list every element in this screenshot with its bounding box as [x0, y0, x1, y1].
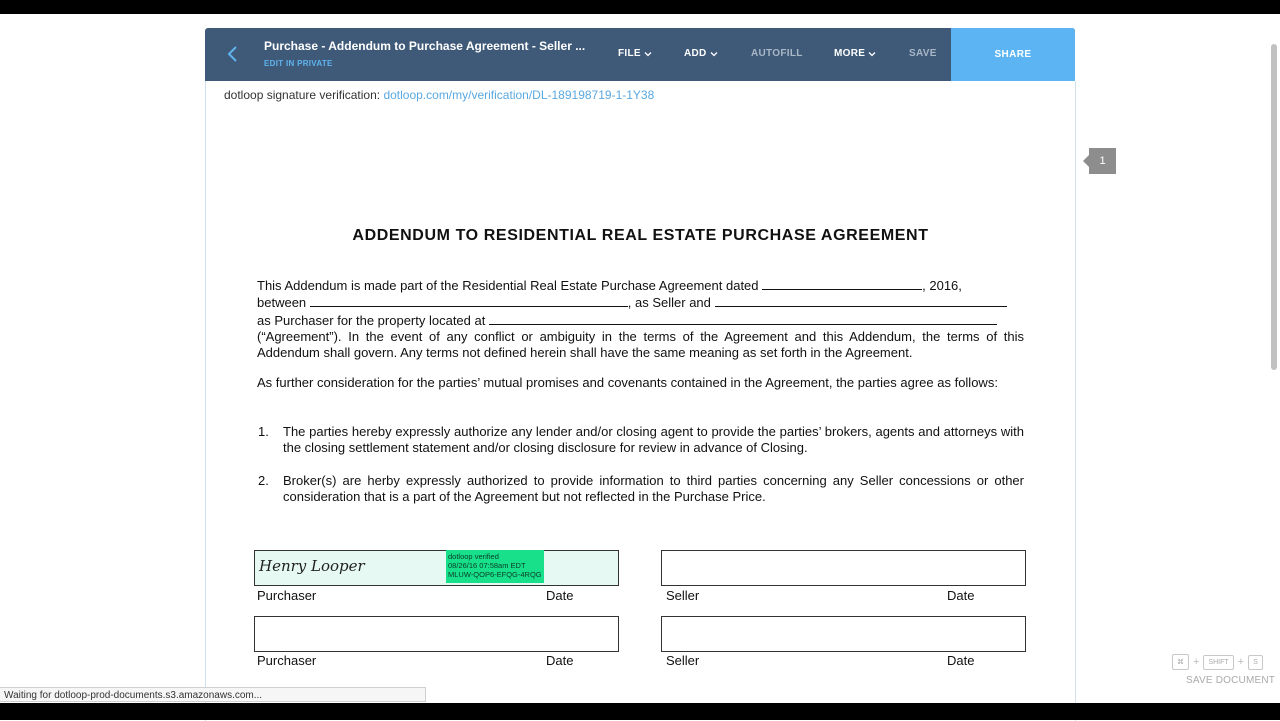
document-title: Purchase - Addendum to Purchase Agreement - Seller ...: [264, 39, 586, 53]
chevron-down-icon: [644, 50, 652, 58]
signature-verification: [224, 88, 654, 102]
list-item-text: The parties hereby expressly authorize any lender and/or closing agent to provide the parties’ brokers, agents and attorneys with the closing settlement statement and/or closing disclosure for review in advance of Closing.: [283, 424, 1024, 456]
purchaser-blank-field[interactable]: [715, 294, 1007, 307]
page-number-marker[interactable]: 1: [1089, 148, 1116, 174]
scrollbar-thumb[interactable]: [1271, 44, 1277, 370]
date-label: Date: [546, 588, 574, 603]
file-menu-label: FILE: [618, 48, 641, 59]
add-menu-label: ADD: [684, 48, 707, 59]
purchaser-signature-field[interactable]: [254, 550, 619, 586]
document-heading: ADDENDUM TO RESIDENTIAL REAL ESTATE PURCHASE AGREEMENT: [352, 227, 929, 244]
seller-blank-field[interactable]: [310, 294, 628, 307]
window-top-bar: [0, 0, 1280, 14]
list-item-number: 2.: [258, 473, 269, 488]
dotloop-verified-stamp: [446, 550, 544, 583]
addendum-paragraph-1: [257, 277, 1024, 361]
list-item: [258, 473, 1024, 506]
stamp-line-1: dotloop verified: [448, 552, 499, 561]
command-key-icon: ⌘: [1172, 654, 1189, 670]
seller-label: Seller: [666, 588, 700, 603]
date-label: Date: [546, 653, 574, 668]
p1-text-f: (“Agreement”). In the event of any conflict or ambiguity in the terms of the Agreement and this Addendum, the terms of this Addendum shall govern. Any terms not defined herein shall have the same meaning as set forth in the Agreement.: [257, 328, 1024, 361]
document-page: [205, 81, 1076, 721]
stamp-line-2: 08/26/16 07:58am EDT: [448, 561, 526, 570]
share-button[interactable]: SHARE: [951, 28, 1075, 81]
date-blank-field[interactable]: [762, 277, 922, 290]
save-button[interactable]: SAVE: [909, 48, 937, 59]
addendum-paragraph-2: As further consideration for the parties’ mutual promises and covenants contained in the Agreement, the parties agree as follows:: [257, 375, 998, 390]
verification-link[interactable]: dotloop.com/my/verification/DL-189198719-1-1Y38: [383, 88, 655, 102]
property-blank-field[interactable]: [489, 312, 997, 325]
p1-text-b: , 2016,: [922, 278, 962, 293]
date-label: Date: [947, 653, 975, 668]
verification-prefix: dotloop signature verification:: [224, 88, 381, 102]
autofill-button[interactable]: AUTOFILL: [751, 48, 803, 59]
save-shortcut-label: SAVE DOCUMENT: [1186, 675, 1276, 686]
more-menu-button[interactable]: [834, 48, 876, 59]
plus-icon: +: [1237, 656, 1245, 668]
document-toolbar: [205, 28, 1075, 81]
list-item-text: Broker(s) are herby expressly authorized to provide information to third parties concerning any Seller concessions or other consideration that is a part of the Agreement but not reflected in the Purchase Price.: [283, 473, 1024, 505]
chevron-down-icon: [868, 50, 876, 58]
seller-label: Seller: [666, 653, 700, 668]
browser-status-bar: Waiting for dotloop-prod-documents.s3.amazonaws.com...: [0, 687, 426, 702]
chevron-down-icon: [710, 50, 718, 58]
more-menu-label: MORE: [834, 48, 866, 59]
shift-key: SHIFT: [1203, 655, 1233, 670]
stamp-line-3: MLUW-QOP6-EFQG-4RQG: [448, 570, 542, 579]
seller-signature-field[interactable]: [661, 550, 1026, 586]
edit-in-private-link[interactable]: EDIT IN PRIVATE: [264, 59, 333, 68]
list-item-number: 1.: [258, 424, 269, 439]
file-menu-button[interactable]: [618, 48, 652, 59]
purchaser-label: Purchaser: [257, 653, 317, 668]
p1-text-a: This Addendum is made part of the Residential Real Estate Purchase Agreement dated: [257, 278, 759, 293]
plus-icon: +: [1193, 656, 1200, 668]
p1-text-d: , as Seller and: [627, 295, 711, 311]
date-label: Date: [947, 588, 975, 603]
back-arrow-icon[interactable]: [221, 42, 245, 66]
p1-text-e: as Purchaser for the property located at: [257, 312, 486, 328]
p1-text-c: between: [257, 295, 307, 311]
signature-name: Henry Looper: [259, 557, 365, 575]
save-shortcut-hint: [1172, 654, 1263, 670]
add-menu-button[interactable]: [684, 48, 718, 59]
seller-signature-field-2[interactable]: [661, 616, 1026, 652]
window-bottom-bar: [0, 703, 1280, 720]
purchaser-label: Purchaser: [257, 588, 317, 603]
s-key: S: [1248, 655, 1263, 670]
purchaser-signature-field-2[interactable]: [254, 616, 619, 652]
list-item: [258, 424, 1024, 457]
